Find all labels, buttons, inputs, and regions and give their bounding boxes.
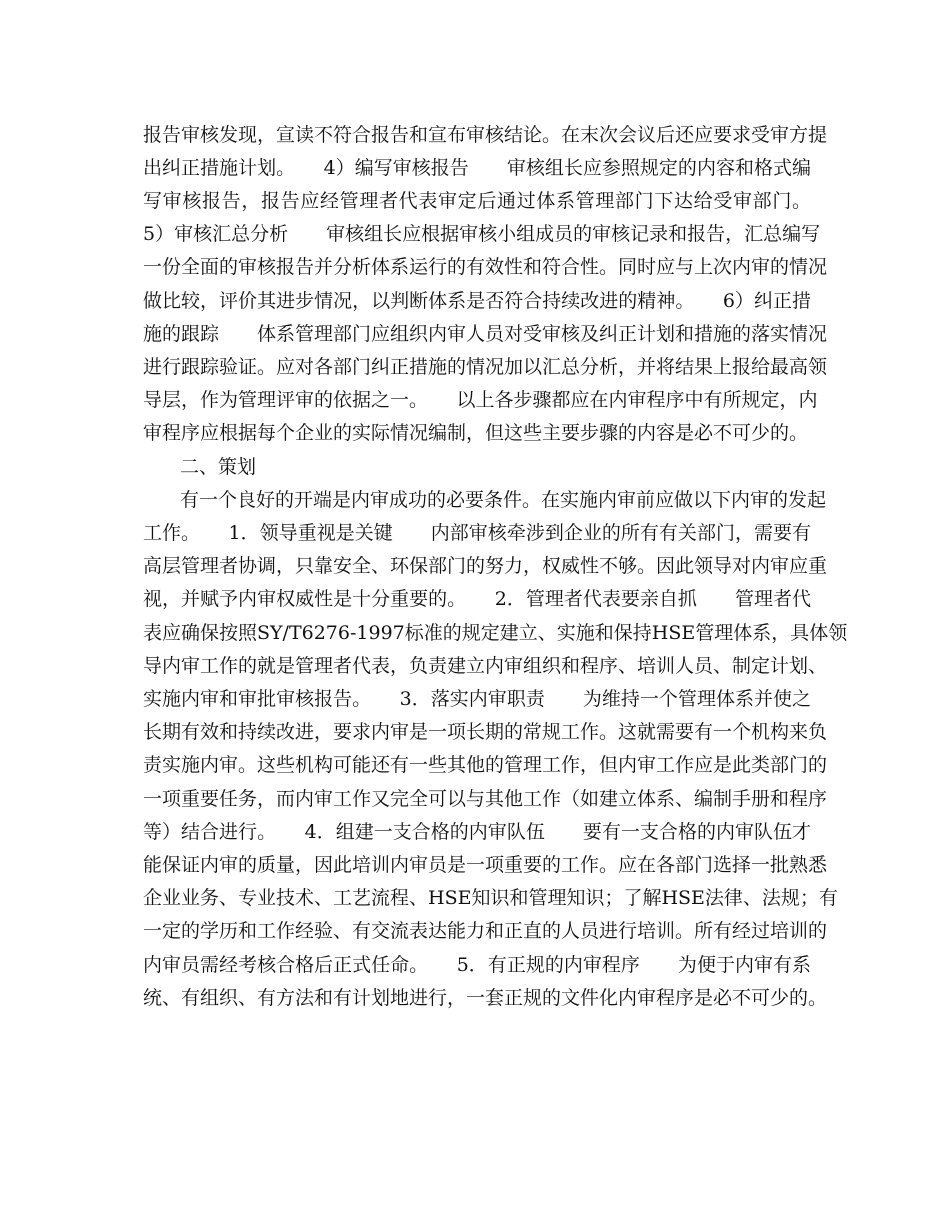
text-line: 表应确保按照SY/T6276-1997标准的规定建立、实施和保持HSE管理体系，具体领 [143,622,848,644]
text-line: 高层管理者协调，只靠安全、环保部门的努力，权威性不够。因此领导对内审应重 [143,555,828,577]
section-heading: 二、策划 [180,456,257,478]
text-line: 施的跟踪 体系管理部门应组织内审人员对受审核及纠正计划和措施的落实情况 [143,323,828,345]
text-line: 一项重要任务，而内审工作又完全可以与其他工作（如建立体系、编制手册和程序 [143,788,828,810]
text-line: 5）审核汇总分析 审核组长应根据审核小组成员的审核记录和报告，汇总编写 [143,223,821,245]
text-line: 视，并赋予内审权威性是十分重要的。 2．管理者代表要亲自抓 管理者代 [143,588,811,610]
text-line: 有一个良好的开端是内审成功的必要条件。在实施内审前应做以下内审的发起 [180,489,827,511]
text-line: 导内审工作的就是管理者代表，负责建立内审组织和程序、培训人员、制定计划、 [143,655,828,677]
text-line: 企业业务、专业技术、工艺流程、HSE知识和管理知识；了解HSE法律、法规；有 [143,887,838,909]
text-line: 导层，作为管理评审的依据之一。 以上各步骤都应在内审程序中有所规定，内 [143,389,818,411]
text-line: 审程序应根据每个企业的实际情况编制，但这些主要步骤的内容是必不可少的。 [143,422,809,444]
text-line: 做比较，评价其进步情况，以判断体系是否符合持续改进的精神。 6）纠正措 [143,290,811,312]
text-line: 出纠正措施计划。 4）编写审核报告 审核组长应参照规定的内容和格式编 [143,157,811,179]
text-line: 工作。 1．领导重视是关键 内部审核牵涉到企业的所有有关部门，需要有 [143,522,811,544]
text-line: 写审核报告，报告应经管理者代表审定后通过体系管理部门下达给受审部门。 [143,190,811,212]
text-line: 一份全面的审核报告并分析体系运行的有效性和符合性。同时应与上次内审的情况 [143,256,828,278]
text-line: 报告审核发现，宣读不符合报告和宣布审核结论。在末次会议后还应要求受审方提 [143,124,828,146]
text-line: 长期有效和持续改进，要求内审是一项长期的常规工作。这就需要有一个机构来负 [143,721,828,743]
text-line: 内审员需经考核合格后正式任命。 5．有正规的内审程序 为便于内审有系 [143,954,811,976]
text-line: 实施内审和审批审核报告。 3．落实内审职责 为维持一个管理体系并使之 [143,688,811,710]
text-line: 等）结合进行。 4．组建一支合格的内审队伍 要有一支合格的内审队伍才 [143,821,811,843]
text-line: 进行跟踪验证。应对各部门纠正措施的情况加以汇总分析，并将结果上报给最高领 [143,356,828,378]
text-line: 一定的学历和工作经验、有交流表达能力和正直的人员进行培训。所有经过培训的 [143,920,828,942]
text-line: 责实施内审。这些机构可能还有一些其他的管理工作，但内审工作应是此类部门的 [143,754,828,776]
text-line: 统、有组织、有方法和有计划地进行，一套正规的文件化内审程序是必不可少的。 [143,987,828,1009]
text-line: 能保证内审的质量，因此培训内审员是一项重要的工作。应在各部门选择一批熟悉 [143,854,828,876]
